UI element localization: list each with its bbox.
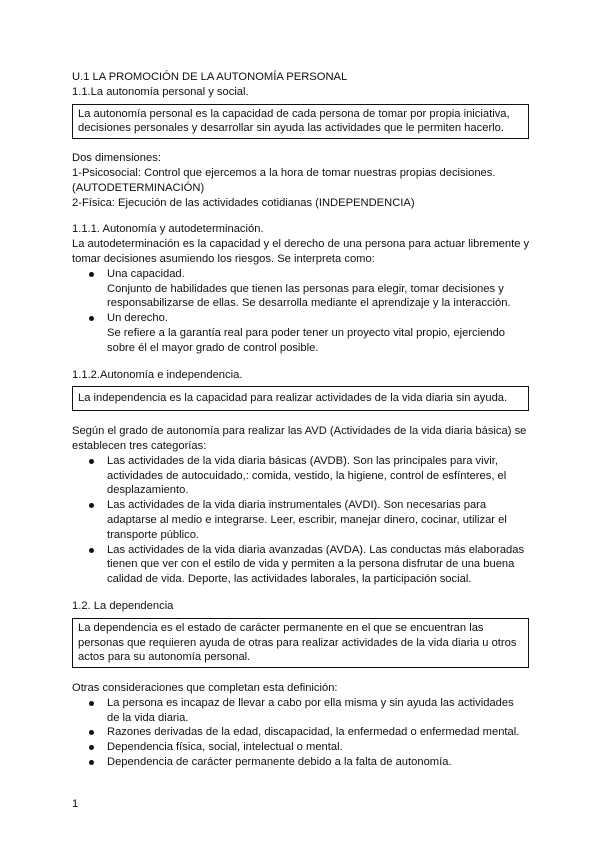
definition-box-independencia — [72, 386, 529, 411]
list-item-line: desplazamiento. — [107, 484, 189, 497]
list-item — [72, 311, 532, 355]
paragraph-line: Otras consideraciones que completan esta definición: — [72, 682, 338, 695]
paragraph-line: establecen tres categorías: — [72, 439, 207, 452]
list-item — [72, 725, 532, 740]
section-1-1-1-heading: 1.1.1. Autonomía y autodeterminación. — [72, 223, 264, 236]
box-line: actos para su autonomía personal. — [78, 651, 251, 664]
list-item-line: Las actividades de la vida diaria básicas (AVDB). Son las principales para vivir, — [107, 454, 498, 467]
bullet-icon — [89, 730, 94, 735]
paragraph-line: La autodeterminación es la capacidad y el derecho de una persona para actuar libremente y — [72, 238, 530, 251]
bullet-icon — [89, 459, 94, 464]
list-item-line: sobre él el mayor grado de control posible. — [107, 341, 319, 354]
paragraph-line: tomar decisiones asumiendo los riesgos. Se interpreta como: — [72, 252, 375, 265]
box-line: La dependencia es el estado de carácter permanente en el que se encuentran las — [78, 621, 484, 634]
bullet-icon — [89, 548, 94, 553]
box-line: La independencia es la capacidad para realizar actividades de la vida diaria sin ayuda. — [78, 392, 508, 405]
bullet-icon — [89, 745, 94, 750]
list-item-title: Un derecho. — [107, 312, 168, 325]
section-1-1-heading: 1.1.La autonomía personal y social. — [72, 85, 249, 98]
bullet-icon — [89, 272, 94, 277]
bullet-icon — [89, 316, 94, 321]
section-1-1-2-heading: 1.1.2.Autonomía e independencia. — [72, 368, 243, 381]
box-line: decisiones personales y desarrollar sin ayuda las actividades que le permiten hacerlo. — [78, 122, 504, 135]
dimension-line: 2-Física: Ejecución de las actividades cotidianas (INDEPENDENCIA) — [72, 196, 415, 209]
bullet-icon — [89, 701, 94, 706]
list-item-line: tienen que ver con el estilo de vida y permiten a la persona disfrutar de una buena — [107, 558, 515, 571]
bullet-icon — [89, 760, 94, 765]
list-item-line: de la vida diaria. — [107, 711, 189, 724]
autodeterminacion-list — [72, 267, 532, 356]
document-title: U.1 LA PROMOCIÓN DE LA AUTONOMÍA PERSONAL — [72, 71, 348, 83]
definition-box-dependencia — [72, 618, 529, 668]
list-item-title: Una capacidad. — [107, 267, 185, 280]
list-item — [72, 498, 532, 542]
list-item — [72, 696, 532, 726]
list-item — [72, 454, 532, 498]
list-item-line: Se refiere a la garantía real para poder tener un proyecto vital propio, ejerciendo — [107, 326, 506, 339]
bullet-icon — [89, 503, 94, 508]
list-item-line: adaptarse al medio e integrarse. Leer, escribir, manejar dinero, cocinar, utilizar el — [107, 513, 507, 526]
paragraph-line: Según el grado de autonomía para realizar las AVD (Actividades de la vida diaria básica) se — [72, 425, 527, 438]
section-1-2-heading: 1.2. La dependencia — [72, 599, 174, 612]
dimensions-heading: Dos dimensiones: — [72, 152, 161, 165]
list-item — [72, 543, 532, 587]
list-item-line: responsabilizarse de ellas. Se desarrolla mediante el aprendizaje y la interacción. — [107, 297, 511, 310]
list-item-line: transporte público. — [107, 528, 200, 541]
list-item-line: actividades de autocuidado,: comida, vestido, la higiene, control de esfínteres, el — [107, 469, 507, 482]
list-item-line: calidad de vida. Deporte, las actividades laborales, la participación social. — [107, 573, 472, 586]
list-item-line: Dependencia física, social, intelectual o mental. — [107, 741, 343, 754]
list-item — [72, 755, 532, 770]
avd-categories-list — [72, 454, 532, 587]
document-page — [72, 70, 532, 770]
list-item — [72, 267, 532, 311]
list-item-line: Conjunto de habilidades que tienen las personas para elegir, tomar decisiones y — [107, 282, 504, 295]
dimension-line: (AUTODETERMINACIÓN) — [72, 181, 205, 194]
list-item-line: Las actividades de la vida diaria instrumentales (AVDI). Son necesarias para — [107, 499, 487, 512]
dimension-line: 1-Psicosocial: Control que ejercemos a la hora de tomar nuestras propias decisiones. — [72, 166, 496, 179]
dependencia-list — [72, 696, 532, 770]
list-item-line: Razones derivadas de la edad, discapacidad, la enfermedad o enfermedad mental. — [107, 726, 520, 739]
box-line: La autonomía personal es la capacidad de cada persona de tomar por propia iniciativa, — [78, 107, 510, 120]
list-item — [72, 740, 532, 755]
definition-box-autonomia — [72, 104, 529, 140]
list-item-line: Dependencia de carácter permanente debido a la falta de autonomía. — [107, 756, 452, 769]
list-item-line: Las actividades de la vida diaria avanzadas (AVDA). Las conductas más elaboradas — [107, 543, 525, 556]
box-line: personas que requieren ayuda de otras para realizar actividades de la vida diaria u otros — [78, 636, 517, 649]
page-number: 1 — [72, 798, 79, 810]
list-item-line: La persona es incapaz de llevar a cabo por ella misma y sin ayuda las actividades — [107, 696, 514, 709]
